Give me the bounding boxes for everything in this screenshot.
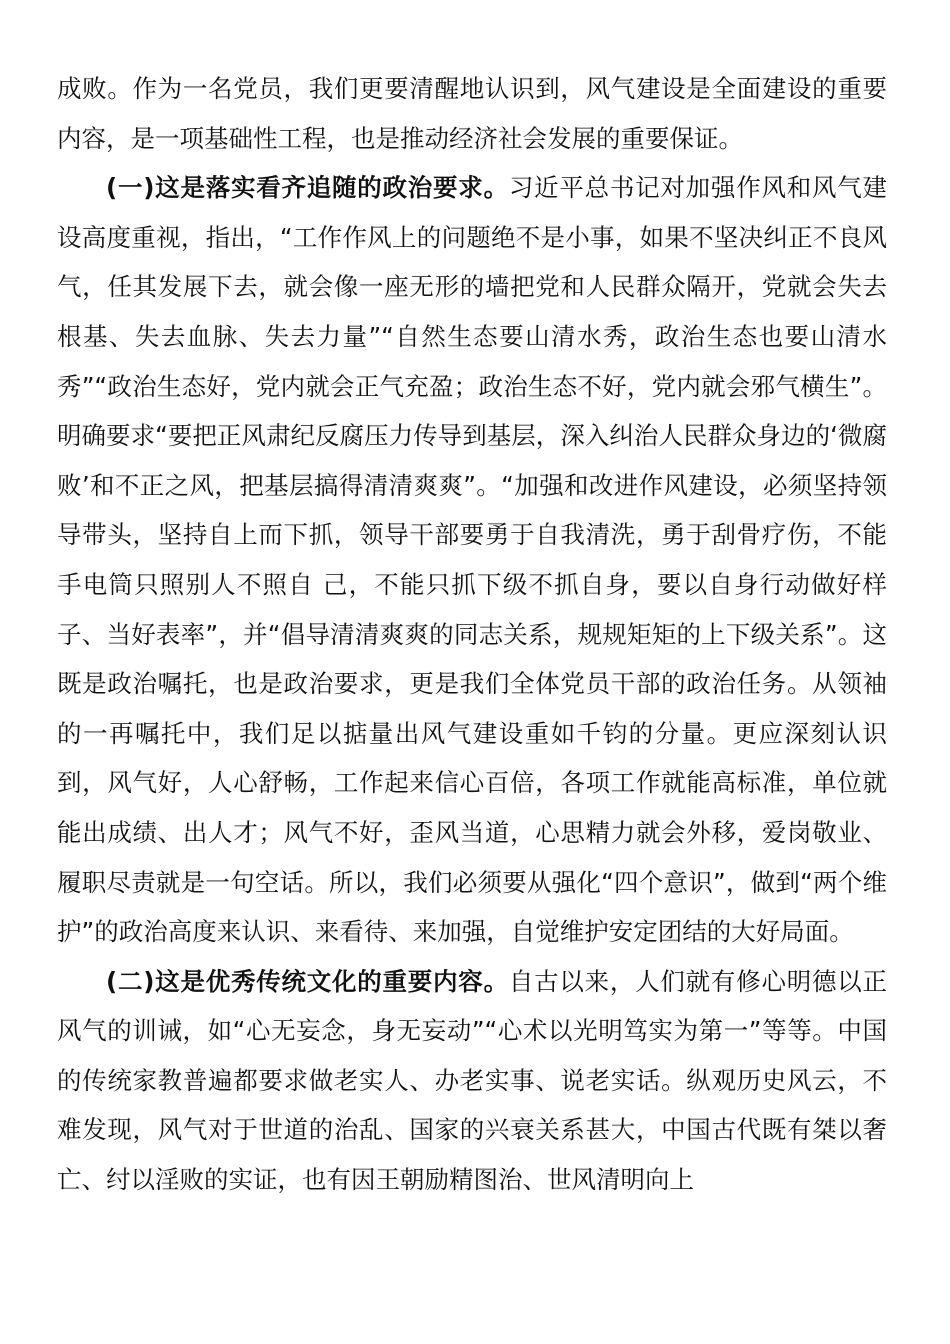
document-page	[57, 64, 887, 1205]
section-1-paragraph	[57, 163, 887, 957]
section-2-body: 自古以来，人们就有修心明德以正风气的训诫，如“心无妄念，身无妄动”“心术以光明笃实为第一”等等。中国的传统家教普遍都要求做老实人、办老实事、说老实话。纵观历史风云，不难发现，风气对于世道的治乱、国家的兴衰关系甚大，中国古代既有桀以奢亡、纣以淫败的实证，也有因王朝励精图治、世风清明向上	[57, 966, 887, 1195]
section-1-body: 习近平总书记对加强作风和风气建设高度重视，指出，“工作作风上的问题绝不是小事，如果不坚决纠正不良风气，任其发展下去，就会像一座无形的墙把党和人民群众隔开，党就会失去根基、失去血脉、失去力量”“自然生态要山清水秀，政治生态也要山清水秀”“政治生态好，党内就会正气充盈；政治生态不好，党内就会邪气横生”。明确要求“要把正风肃纪反腐压力传导到基层，深入纠治人民群众身边的‘微腐败’和不正之风，把基层搞得清清爽爽”。“加强和改进作风建设，必须坚持领导带头，坚持自上而下抓，领导干部要勇于自我清洗，勇于刮骨疗伤，不能手电筒只照别人不照自 己，不能只抓下级不抓自身，要以自身行动做好样子、当好表率”，并“倡导清清爽爽的同志关系，规规矩矩的上下级关系”。这既是政治嘱托，也是政治要求，更是我们全体党员干部的政治任务。从领袖的一再嘱托中，我们足以掂量出风气建设重如千钧的分量。更应深刻认识到，风气好，人心舒畅，工作起来信心百倍，各项工作就能高标准，单位就能出成绩、出人才；风气不好，歪风当道，心思精力就会外移，爱岗敬业、履职尽责就是一句空话。所以，我们必须要从强化“四个意识”，做到“两个维护”的政治高度来认识、来看待、来加强，自觉维护安定团结的大好局面。	[57, 173, 887, 947]
paragraph-intro: 成败。作为一名党员，我们更要清醒地认识到，风气建设是全面建设的重要内容，是一项基础性工程，也是推动经济社会发展的重要保证。	[57, 74, 887, 153]
section-1-heading: (一)这是落实看齐追随的政治要求。	[106, 173, 509, 203]
section-2-paragraph	[57, 957, 887, 1205]
section-2-heading: (二)这是优秀传统文化的重要内容。	[106, 966, 509, 996]
